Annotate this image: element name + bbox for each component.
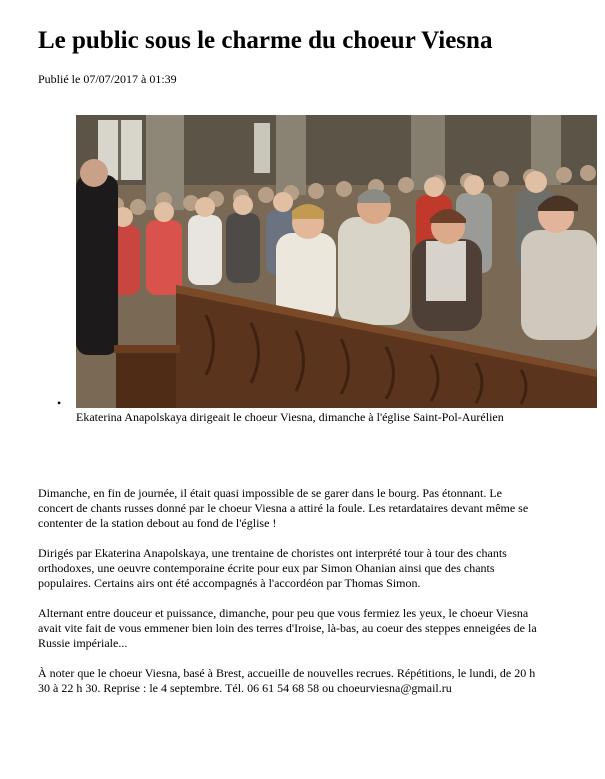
publication-date: Publié le 07/07/2017 à 01:39 — [38, 72, 177, 86]
article-title: Le public sous le charme du choeur Viesna — [38, 27, 493, 54]
paragraph-1: Dimanche, en fin de journée, il était quasi impossible de se garer dans le bourg. Pas étonnant. Le concert de chants russes donné par le choeur Viesna a attiré la foule. Les retardataires devant même se contenter de la station debout au fond de l'église ! — [38, 486, 529, 530]
paragraph-2: Dirigés par Ekaterina Anapolskaya, une trentaine de choristes ont interprété tour à tour des chants orthodoxes, une oeuvre contemporaine écrite pour eux par Simon Ohanian ainsi que des chants populaires. Certains airs ont été accompagnés à l'accordéon par Thomas Simon. — [38, 546, 507, 590]
photo-caption: Ekaterina Anapolskaya dirigeait le choeur Viesna, dimanche à l'église Saint-Pol-Aurélien — [76, 410, 504, 424]
paragraph-3: Alternant entre douceur et puissance, dimanche, pour peu que vous fermiez les yeux, le choeur Viesna avait vite fait de vous emmener bien loin des terres d'Iroise, là-bas, au coeur des steppes enneigées de la Russie impériale... — [38, 606, 537, 650]
article-body — [38, 486, 538, 711]
list-bullet: • — [57, 396, 62, 410]
article-photo — [76, 115, 597, 408]
paragraph-4: À noter que le choeur Viesna, basé à Brest, accueille de nouvelles recrues. Répétitions, le lundi, de 20 h 30 à 22 h 30. Reprise : le 4 septembre. Tél. 06 61 54 68 58 ou choeurviesna@gmail.ru — [38, 666, 536, 695]
